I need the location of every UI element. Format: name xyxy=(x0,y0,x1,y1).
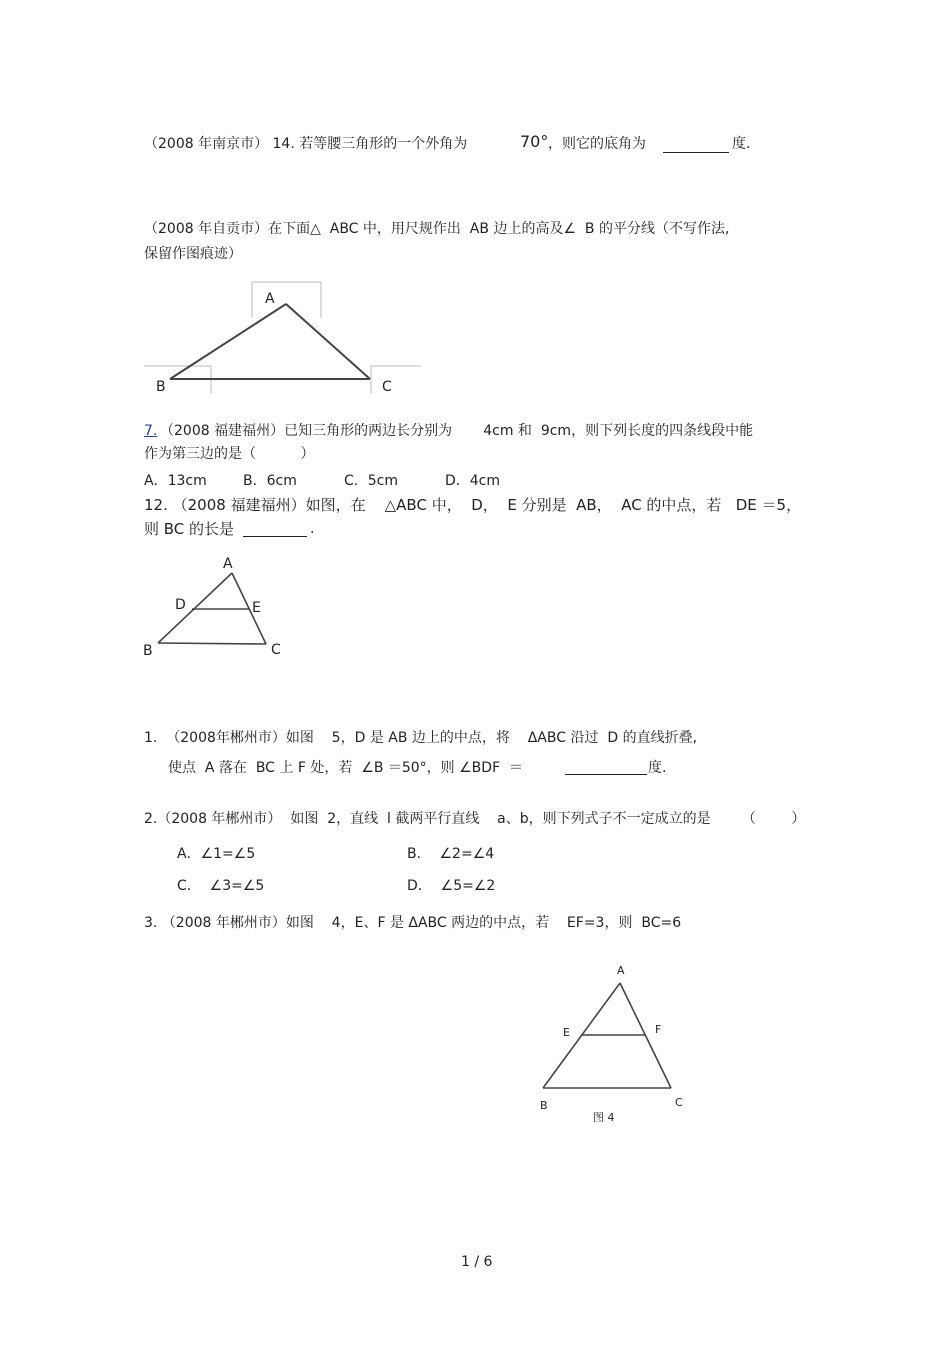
vertex-label-f: F xyxy=(655,1023,662,1036)
vertex-label-b: B xyxy=(156,379,166,395)
q-fuzhou7-line2: 作为第三边的是（ ） xyxy=(144,446,315,462)
option-c: C． ∠3=∠5 xyxy=(177,878,265,894)
vertex-label-b: B xyxy=(540,1099,548,1112)
option-d: D．4cm xyxy=(445,473,501,489)
option-a: A．∠1=∠5 xyxy=(177,846,256,862)
q-fuzhou7-number[interactable]: 7. xyxy=(144,423,158,439)
figure-caption: 图 4 xyxy=(593,1111,615,1124)
q-nanjing-suffix: ，则它的底角为 xyxy=(548,136,646,152)
option-d: D． ∠5=∠2 xyxy=(407,878,496,894)
q-chenzhou1-line2: 使点 A 落在 BC 上 F 处，若 ∠B ＝50°，则 ∠BDF ＝ xyxy=(168,760,524,776)
vertex-label-c: C xyxy=(271,642,281,658)
q-fuzhou7-line1: （2008 福建福州）已知三角形的两边长分别为 4cm 和 9cm，则下列长度的四条线段中能 xyxy=(160,423,754,439)
q-chenzhou3-line1: 3. （2008 年郴州市）如图 4，E、F 是 ΔABC 两边的中点，若 EF=3，则 BC=6 xyxy=(144,915,682,931)
page-number: 1 / 6 xyxy=(461,1254,493,1270)
vertex-label-e: E xyxy=(252,600,261,616)
vertex-label-d: D xyxy=(175,597,186,613)
q-zigong-line1: （2008 年自贡市）在下面△ ABC 中，用尺规作出 AB 边上的高及∠ B 的平分线（不写作法, xyxy=(144,221,730,237)
q-nanjing-end: 度. xyxy=(732,136,751,152)
vertex-label-a: A xyxy=(617,964,625,977)
q-zigong-line2: 保留作图痕迹） xyxy=(144,246,242,262)
vertex-label-c: C xyxy=(382,379,392,395)
q-fuzhou12-line1: 12. （2008 福建福州）如图，在 △ABC 中， D， E 分别是 AB， AC 的中点，若 DE ＝5， xyxy=(144,496,802,514)
option-c: C．5cm xyxy=(344,473,399,489)
vertex-label-a: A xyxy=(265,291,275,307)
q-chenzhou1-line1: 1. （2008年郴州市）如图 5，D 是 AB 边上的中点，将 ΔABC 沿过 D 的直线折叠, xyxy=(144,730,698,746)
q-fuzhou12-end: . xyxy=(310,521,315,537)
q-nanjing-angle: 70° xyxy=(520,132,549,151)
q-nanjing-prefix: （2008 年南京市） 14. 若等腰三角形的一个外角为 xyxy=(144,136,468,152)
q-chenzhou1-end: 度. xyxy=(648,760,667,776)
option-a: A．13cm xyxy=(144,473,207,489)
vertex-label-e: E xyxy=(563,1026,570,1039)
option-b: B． ∠2=∠4 xyxy=(407,846,495,862)
q-chenzhou2-line1: 2.（2008 年郴州市） 如图 2，直线 l 截两平行直线 a、b，则下列式子不一定成立的是 （ ） xyxy=(144,811,806,827)
vertex-label-c: C xyxy=(675,1096,683,1109)
option-b: B．6cm xyxy=(243,473,297,489)
vertex-label-b: B xyxy=(143,643,153,659)
q-fuzhou12-line2: 则 BC 的长是 xyxy=(144,520,235,538)
vertex-label-a: A xyxy=(223,556,233,572)
